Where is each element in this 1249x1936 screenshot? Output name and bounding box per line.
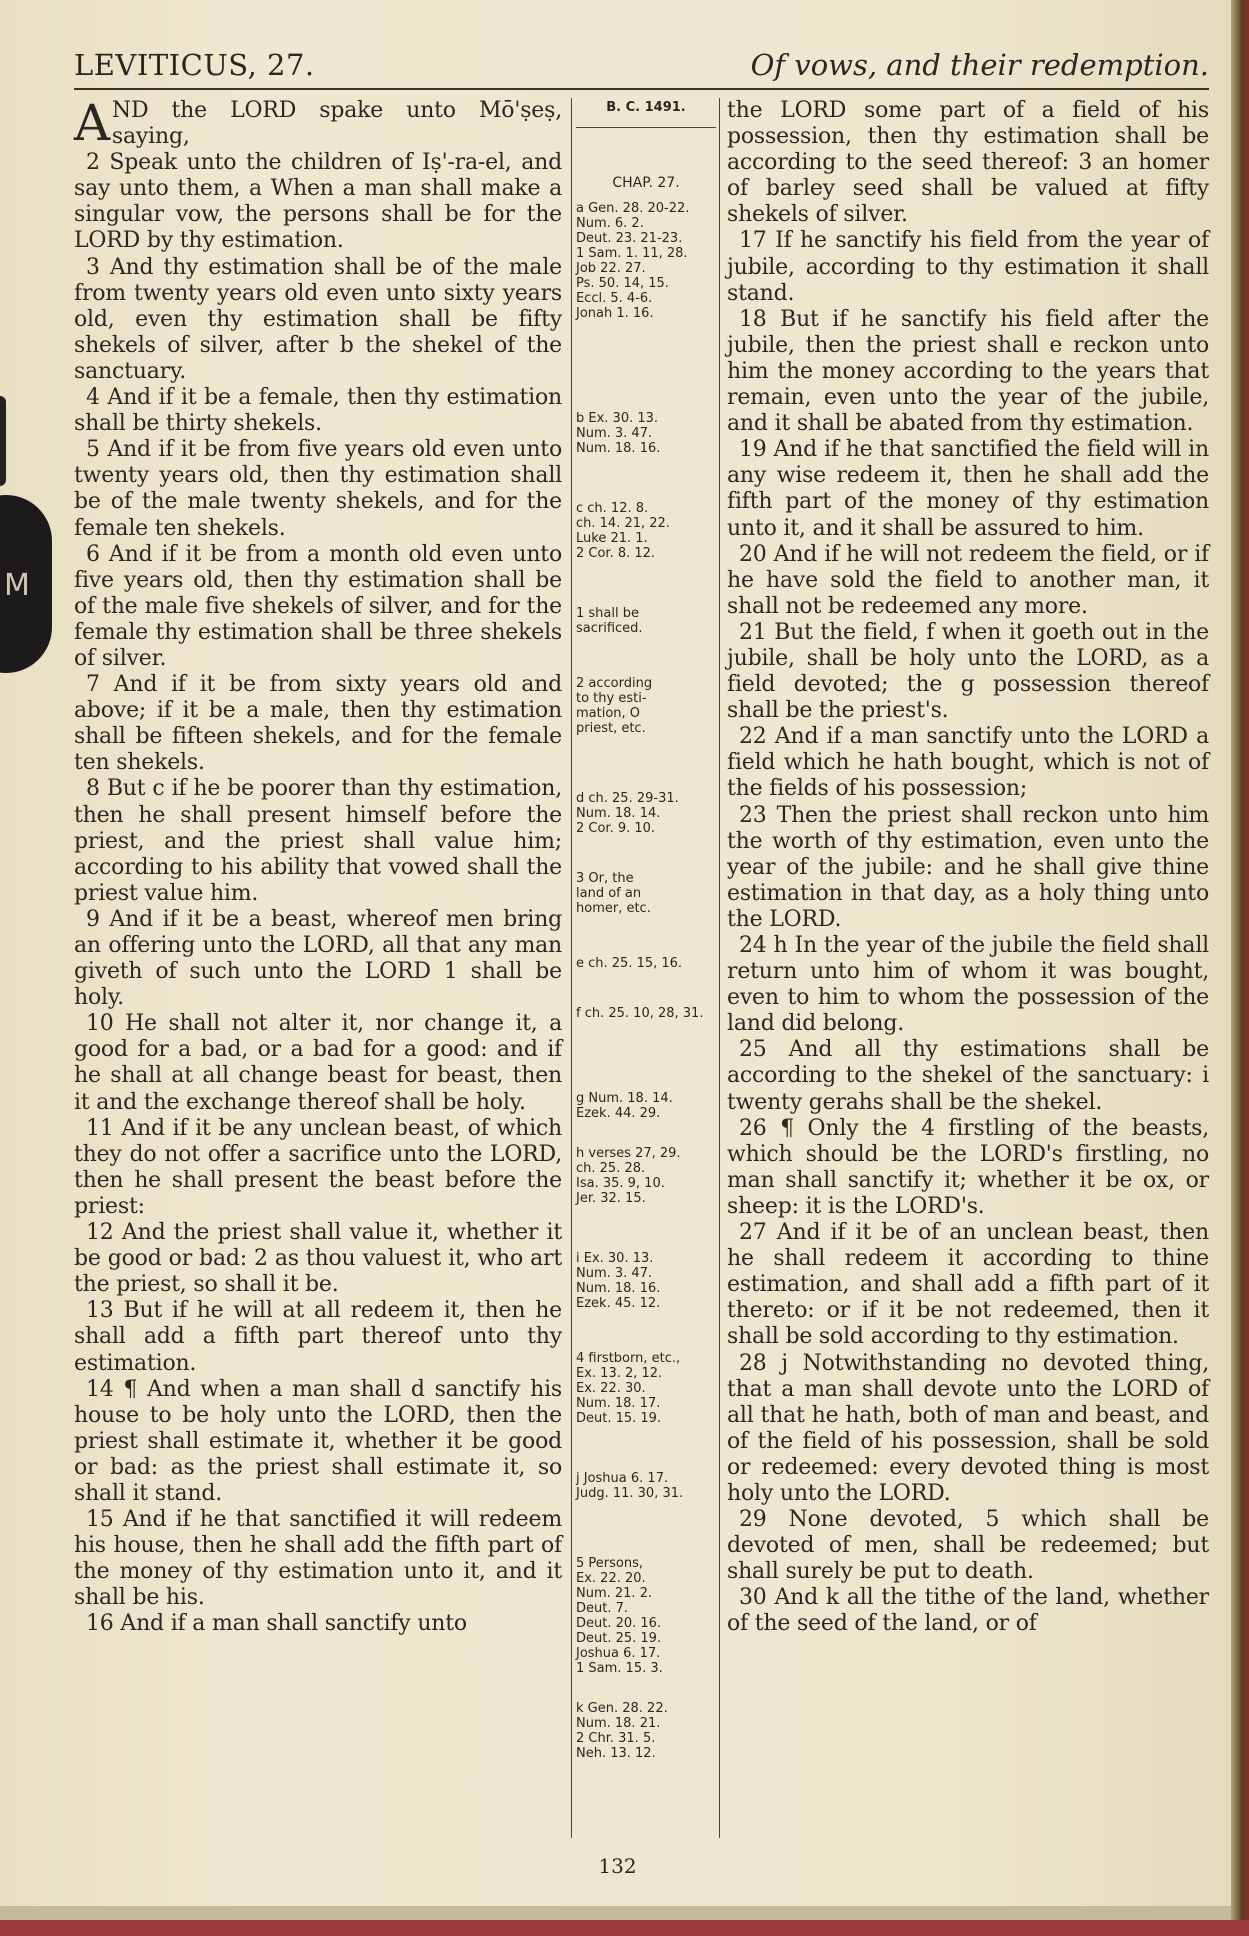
- verse: 2 Speak unto the children of Iṣ'-ra-el, and say unto them, a When a man shall make a singular vow, the persons shall be for the LORD by thy estimation.: [74, 150, 562, 254]
- right-text-column: [727, 98, 1209, 1638]
- verse: 24 h In the year of the jubile the field shall return unto him of whom it was bought, even to him to whom the possession of the land did belong.: [727, 933, 1209, 1037]
- reference-note: d ch. 25. 29-31. Num. 18. 14. 2 Cor. 9. 10.: [576, 791, 679, 836]
- thumb-index-letter: M: [4, 568, 30, 603]
- verse: the LORD some part of a field of his possession, then thy estimation shall be according to the seed thereof: 3 an homer of barley seed shall be valued at fifty shekels of silver.: [727, 98, 1209, 228]
- reference-note: e ch. 25. 15, 16.: [576, 956, 683, 971]
- verse: 17 If he sanctify his field from the year of jubile, according to thy estimation it shall stand.: [727, 228, 1209, 306]
- date-note: B. C. 1491.: [576, 100, 716, 128]
- verse: 30 And k all the tithe of the land, whether of the seed of the land, or of: [727, 1585, 1209, 1637]
- reference-note: 5 Persons, Ex. 22. 20. Num. 21. 2. Deut. 7. Deut. 20. 16. Deut. 25. 19. Joshua 6. 17. 1 Sam. 15. 3.: [576, 1556, 663, 1676]
- book-chapter-title: LEVITICUS, 27.: [74, 48, 315, 82]
- reference-note: h verses 27, 29. ch. 25. 28. Isa. 35. 9, 10. Jer. 32. 15.: [576, 1146, 681, 1206]
- page-edge-mark: [0, 396, 6, 486]
- verse: 20 And if he will not redeem the field, or if he have sold the field to another man, it shall not be redeemed any more.: [727, 541, 1209, 619]
- verse: 22 And if a man sanctify unto the LORD a field which he hath bought, which is not of the fields of his possession;: [727, 724, 1209, 802]
- reference-note: i Ex. 30. 13. Num. 3. 47. Num. 18. 16. Ezek. 45. 12.: [576, 1251, 661, 1311]
- verse: 15 And if he that sanctified it will redeem his house, then he shall add the fifth part of the money of thy estimation unto it, and it shall be his.: [74, 1507, 562, 1611]
- reference-note: g Num. 18. 14. Ezek. 44. 29.: [576, 1091, 673, 1121]
- book-cover-edge: [0, 1920, 1249, 1936]
- verse: 12 And the priest shall value it, whether it be good or bad: 2 as thou valuest it, who art the priest, so shall it be.: [74, 1220, 562, 1298]
- column-divider-left: [571, 98, 572, 1838]
- reference-note: c ch. 12. 8. ch. 14. 21, 22. Luke 21. 1. 2 Cor. 8. 12.: [576, 501, 670, 561]
- verse: 14 ¶ And when a man shall d sanctify his house to be holy unto the LORD, then the priest shall estimate it, whether it be good or bad: as the priest shall estimate it, so shall it stand.: [74, 1376, 562, 1506]
- verse: 11 And if it be any unclean beast, of which they do not offer a sacrifice unto the LORD, then he shall present the beast before the priest:: [74, 1115, 562, 1219]
- reference-note: 1 shall be sacrificed.: [576, 606, 643, 636]
- page-number: 132: [598, 1854, 637, 1878]
- left-text-column: [74, 94, 562, 1638]
- page-summary: Of vows, and their redemption.: [750, 48, 1209, 82]
- page-bottom-edge: [0, 1906, 1235, 1920]
- verse: 4 And if it be a female, then thy estimation shall be thirty shekels.: [74, 385, 562, 437]
- drop-cap: A: [74, 94, 110, 152]
- column-divider-right: [719, 98, 720, 1838]
- running-header: [74, 48, 1209, 90]
- verse: 29 None devoted, 5 which shall be devoted of men, shall be redeemed; but shall surely be put to death.: [727, 1507, 1209, 1585]
- verse: 28 j Notwithstanding no devoted thing, that a man shall devote unto the LORD of all that he hath, both of man and beast, and of the field of his possession, shall be sold or redeemed: every devoted thing is most holy unto the LORD.: [727, 1350, 1209, 1506]
- verse: 23 Then the priest shall reckon unto him the worth of thy estimation, even unto the year of the jubile: and he shall give thine estimation in that day, as a holy thing unto the LORD.: [727, 802, 1209, 932]
- verse: 26 ¶ Only the 4 firstling of the beasts, which should be the LORD's firstling, no man shall sanctify it; whether it be ox, or sheep: it is the LORD's.: [727, 1115, 1209, 1219]
- book-spine-edge: [1231, 0, 1249, 1936]
- reference-note: k Gen. 28. 22. Num. 18. 21. 2 Chr. 31. 5. Neh. 13. 12.: [576, 1701, 668, 1761]
- verse: 5 And if it be from five years old even unto twenty years old, then thy estimation shall be of the male twenty shekels, and for the female ten shekels.: [74, 437, 562, 541]
- reference-note: f ch. 25. 10, 28, 31.: [576, 1006, 704, 1021]
- verse: 3 And thy estimation shall be of the male from twenty years old even unto sixty years old, even thy estimation shall be fifty shekels of silver, after b the shekel of the sanctuary.: [74, 254, 562, 384]
- verse: 9 And if it be a beast, whereof men bring an offering unto the LORD, all that any man giveth of such unto the LORD 1 shall be holy.: [74, 906, 562, 1011]
- verse: 16 And if a man shall sanctify unto: [86, 1611, 467, 1637]
- reference-note: b Ex. 30. 13. Num. 3. 47. Num. 18. 16.: [576, 411, 661, 456]
- verse: 19 And if he that sanctified the field will in any wise redeem it, then he shall add the fifth part of the money of thy estimation unto it, and it shall be assured to him.: [727, 437, 1209, 541]
- center-reference-margin: [576, 100, 716, 1761]
- verse: 6 And if it be from a month old even unto five years old, then thy estimation shall be of the male five shekels of silver, and for the female thy estimation shall be three shekels of silver.: [74, 541, 562, 671]
- verse: 18 But if he sanctify his field after the jubile, then the priest shall e reckon unto him the money according to the years that remain, even unto the year of the jubile, and it shall be abated from thy estimation.: [727, 306, 1209, 437]
- verse: 25 And all thy estimations shall be according to the shekel of the sanctuary: i twenty gerahs shall be the shekel.: [727, 1037, 1209, 1115]
- reference-note: j Joshua 6. 17. Judg. 11. 30, 31.: [576, 1471, 684, 1501]
- reference-note: a Gen. 28. 20-22. Num. 6. 2. Deut. 23. 21-23. 1 Sam. 1. 11, 28. Job 22. 27. Ps. 50. 14, 15. Eccl. 5. 4-6. Jonah 1. 16.: [576, 201, 690, 321]
- verse: 8 But c if he be poorer than thy estimation, then he shall present himself before the priest, and the priest shall value him; according to his ability that vowed shall the priest value him.: [74, 776, 562, 906]
- verse-1: AND the LORD spake unto Mō'ṣeṣ, saying,: [74, 94, 562, 152]
- reference-note: 2 according to thy esti- mation, O priest, etc.: [576, 676, 653, 736]
- verse: 13 But if he will at all redeem it, then he shall add a fifth part thereof unto thy estimation.: [74, 1298, 562, 1376]
- verse: 27 And if it be of an unclean beast, then he shall redeem it according to thine estimation, and shall add a fifth part of it thereto: or if it be not redeemed, then it shall be sold according to thy estimation.: [727, 1220, 1209, 1350]
- verse: 10 He shall not alter it, nor change it, a good for a bad, or a bad for a good: and if he shall at all change beast for beast, then it and the exchange thereof shall be holy.: [74, 1011, 562, 1115]
- reference-note: 4 firstborn, etc., Ex. 13. 2, 12. Ex. 22. 30. Num. 18. 17. Deut. 15. 19.: [576, 1351, 681, 1426]
- verse: 21 But the field, f when it goeth out in the jubile, shall be holy unto the LORD, as a field devoted; the g possession thereof shall be the priest's.: [727, 619, 1209, 724]
- verse: 7 And if it be from sixty years old and above; if it be a male, then thy estimation shall be fifteen shekels, and for the female ten shekels.: [74, 672, 562, 776]
- reference-note: 3 Or, the land of an homer, etc.: [576, 871, 651, 916]
- chapter-label: CHAP. 27.: [612, 175, 680, 191]
